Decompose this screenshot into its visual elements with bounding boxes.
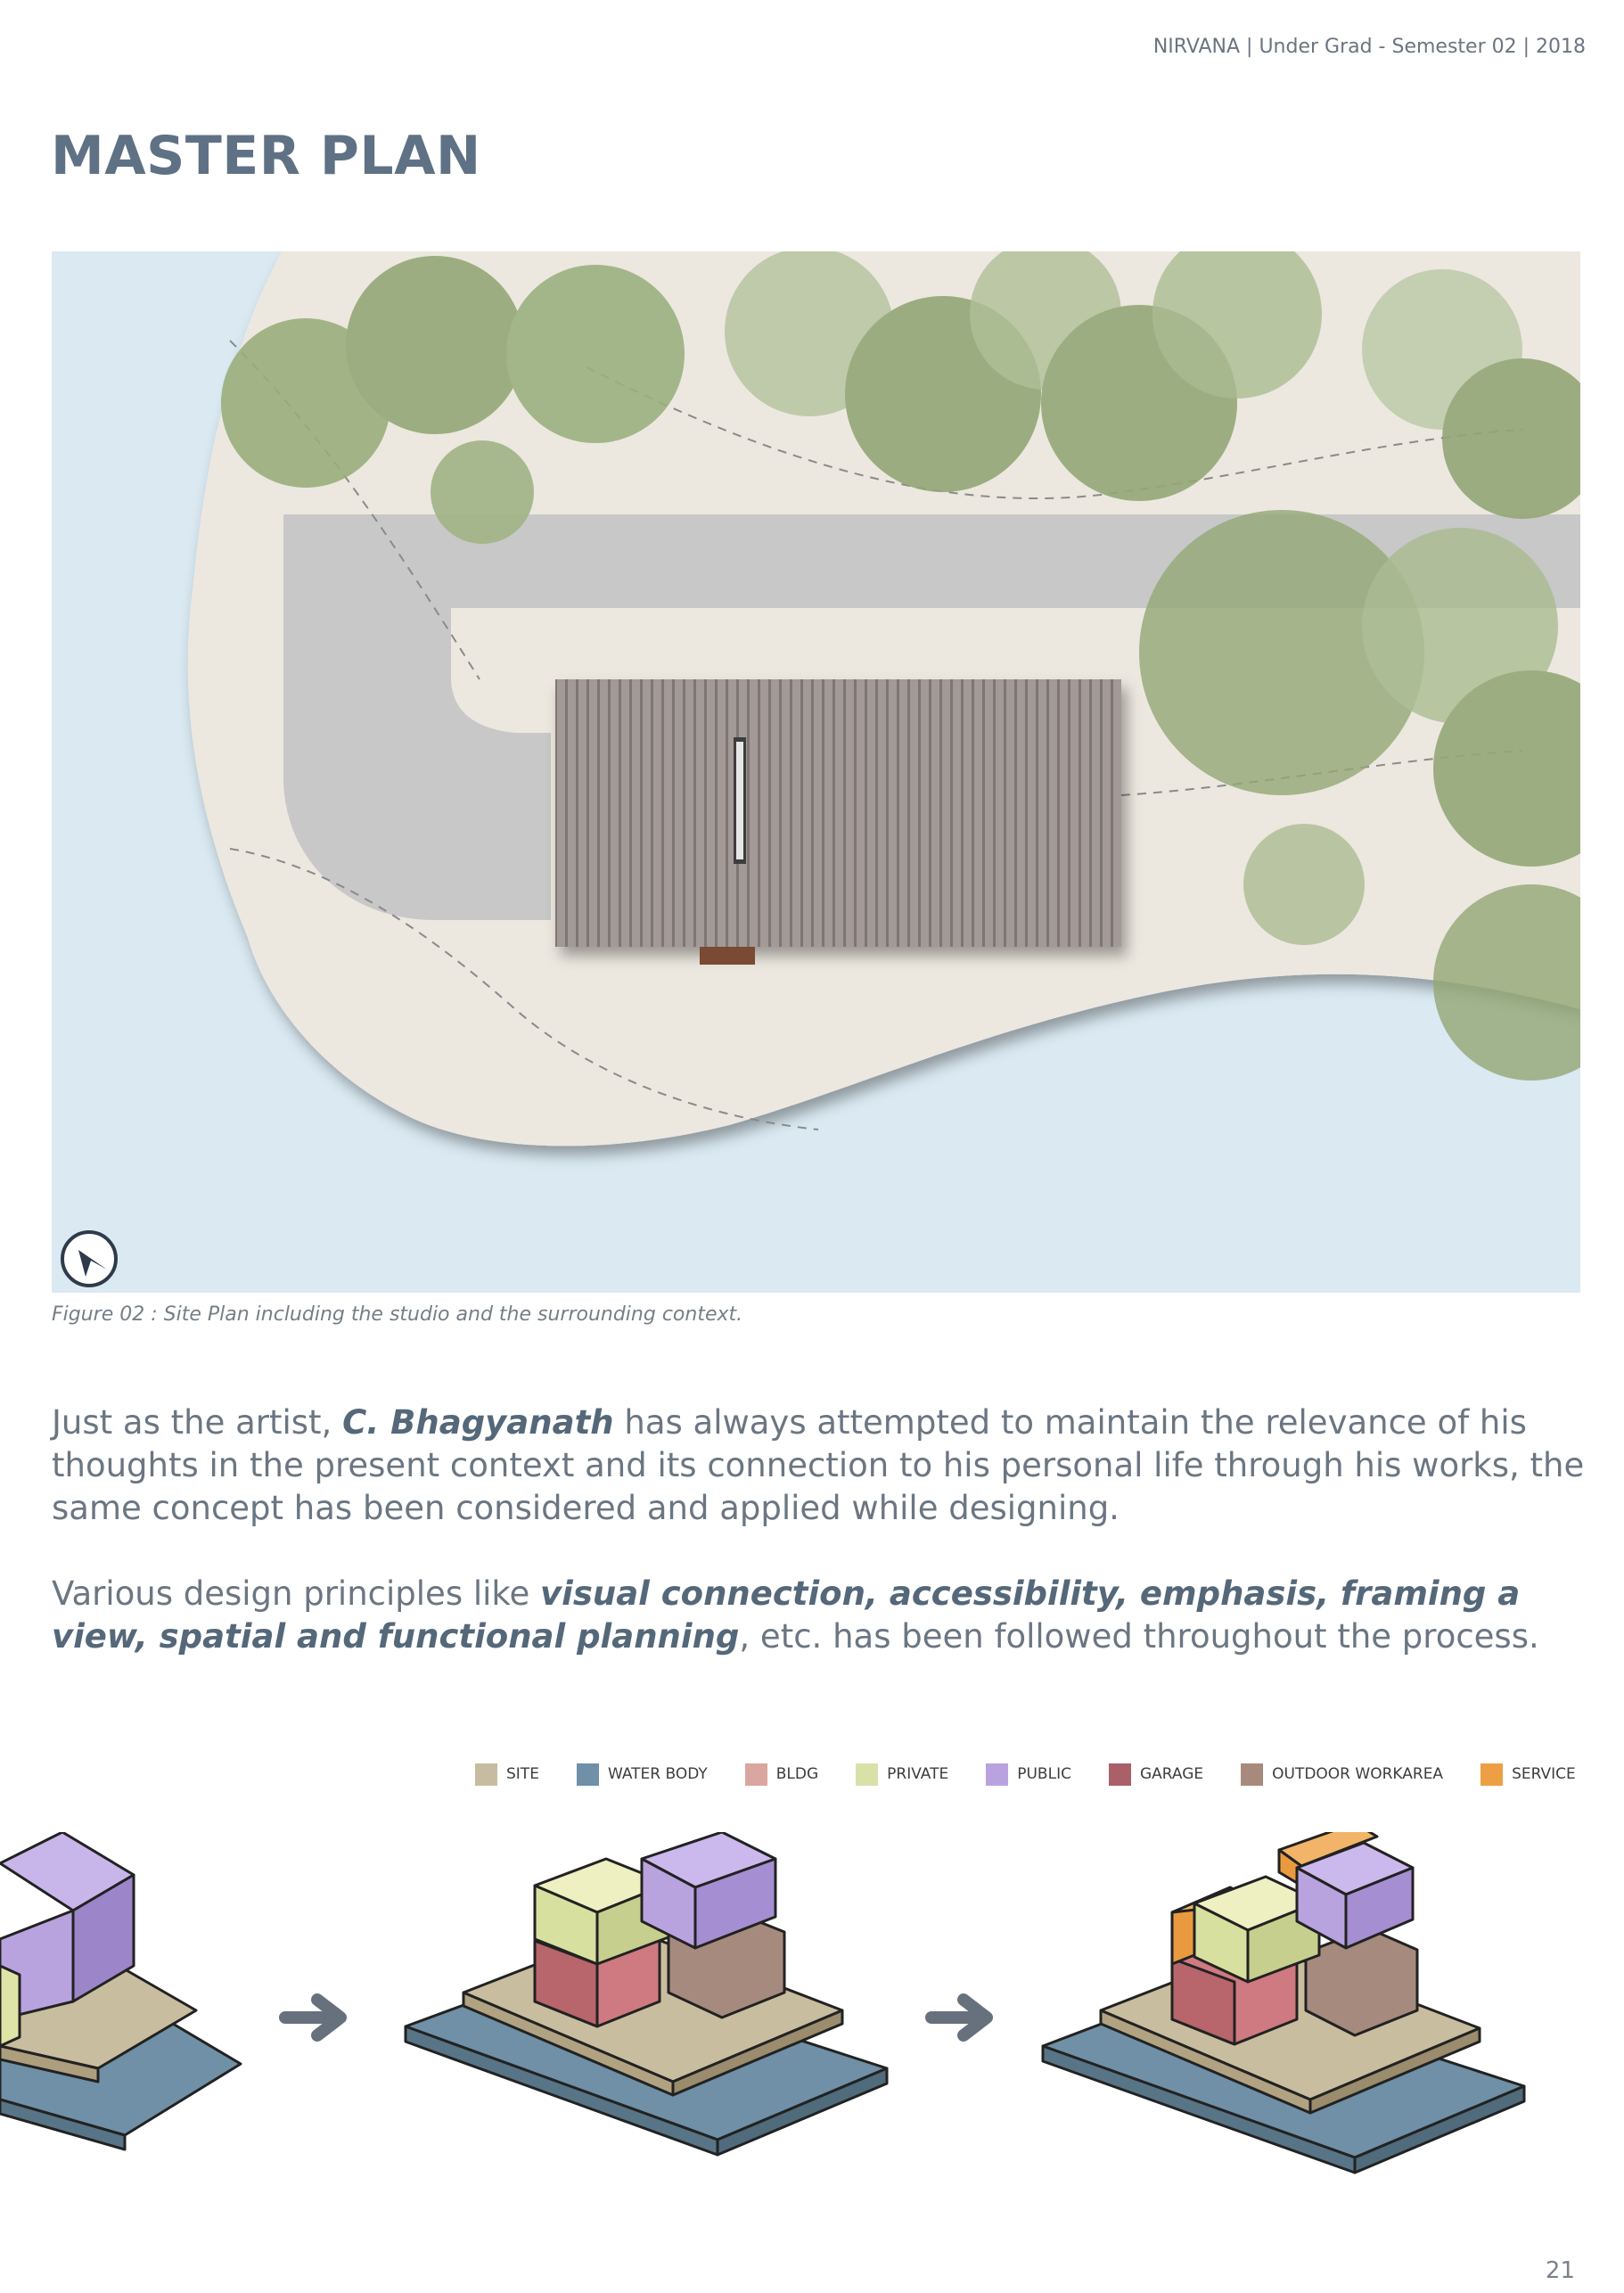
massing-stage-2: [406, 1832, 887, 2155]
legend-item-garage: [1109, 1763, 1203, 1786]
p1-after: has always attempted to maintain the relevance of his thoughts in the present context and its connection to his personal life through his works, the same concept has been considered and applied while designing.: [52, 1403, 1585, 1527]
north-arrow-icon: [62, 1232, 116, 1286]
legend-swatch: [1480, 1763, 1503, 1786]
legend-swatch: [745, 1763, 767, 1786]
legend-label: SERVICE: [1512, 1765, 1576, 1783]
legend-label: SITE: [506, 1765, 539, 1783]
legend-swatch: [1109, 1763, 1131, 1786]
entrance-deck: [700, 947, 755, 965]
legend-item-bldg: [745, 1763, 818, 1786]
arrow-icon: [285, 2000, 340, 2035]
legend-label: OUTDOOR WORKAREA: [1272, 1765, 1444, 1783]
p2-before: Various design principles like: [52, 1574, 541, 1613]
legend-swatch: [475, 1763, 497, 1786]
legend-swatch: [856, 1763, 878, 1786]
arrow-icon: [931, 2000, 987, 2035]
massing-diagrams: [0, 1832, 1624, 2224]
legend-swatch: [986, 1763, 1008, 1786]
paragraph-principles: [52, 1573, 1585, 1658]
legend-item-water-body: [577, 1763, 708, 1786]
legend-label: GARAGE: [1139, 1765, 1204, 1783]
page-number: 21: [1545, 2257, 1575, 2284]
design-principles: visual connection, accessibility, emphasis, framing a view, spatial and functional planning: [52, 1574, 1521, 1656]
legend-item-public: [986, 1763, 1071, 1786]
legend: [475, 1761, 1576, 1788]
legend-item-private: [856, 1763, 948, 1786]
p2-after: , etc. has been followed throughout the process.: [739, 1617, 1539, 1656]
massing-stage-1: [0, 1832, 241, 2149]
legend-label: PRIVATE: [887, 1765, 949, 1783]
header-meta: NIRVANA | Under Grad - Semester 02 | 2018: [1152, 36, 1586, 58]
legend-swatch: [577, 1763, 599, 1786]
legend-item-outdoor-workarea: [1241, 1763, 1443, 1786]
site-plan-figure: [52, 251, 1580, 1293]
massing-stage-3: [1043, 1832, 1524, 2173]
legend-swatch: [1241, 1763, 1263, 1786]
legend-item-service: [1480, 1763, 1576, 1786]
legend-label: WATER BODY: [607, 1765, 708, 1783]
legend-item-site: [475, 1763, 539, 1786]
studio-roof: [555, 679, 1121, 947]
legend-label: BLDG: [775, 1765, 819, 1783]
page-title: MASTER PLAN: [51, 125, 481, 187]
figure-caption: Figure 02 : Site Plan including the studio and the surrounding context.: [52, 1303, 743, 1326]
artist-name: C. Bhagyanath: [342, 1403, 614, 1442]
legend-label: PUBLIC: [1017, 1765, 1071, 1783]
paragraph-intro: [52, 1401, 1585, 1530]
p1-before: Just as the artist,: [52, 1403, 343, 1442]
